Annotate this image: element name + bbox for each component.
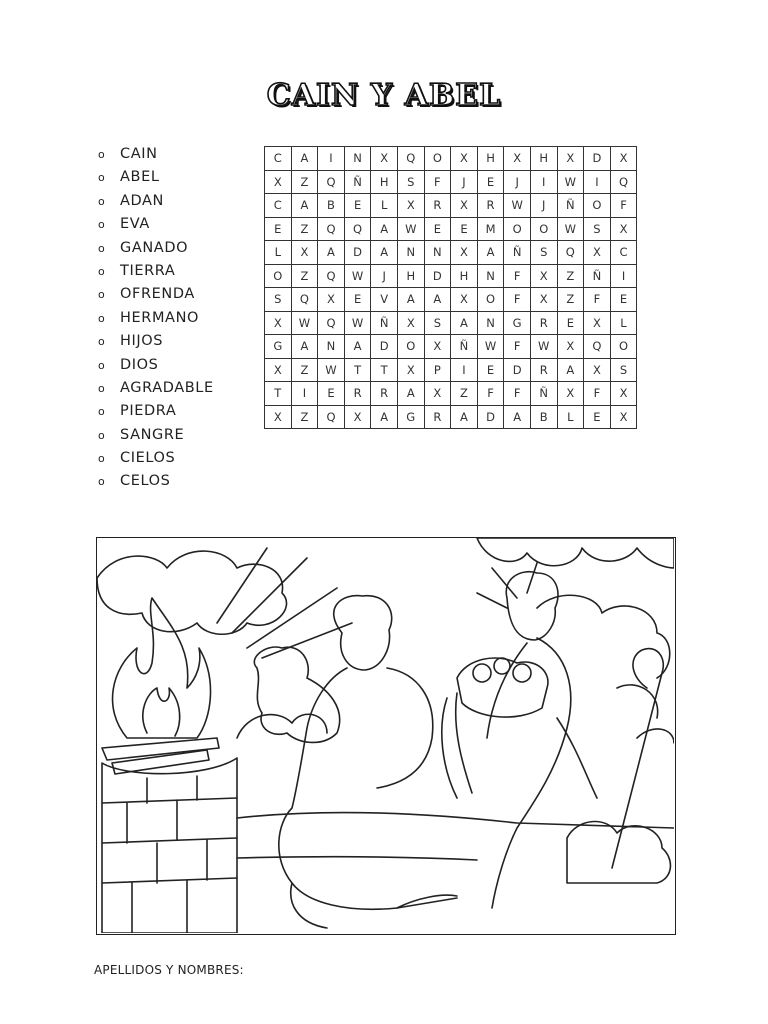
grid-cell: F (504, 382, 531, 406)
grid-cell: Ñ (344, 170, 371, 194)
grid-cell: F (504, 288, 531, 312)
word-list-item (98, 213, 214, 236)
grid-cell: W (504, 194, 531, 218)
grid-cell: L (610, 311, 637, 335)
grid-cell: O (504, 217, 531, 241)
word-list-item (98, 143, 214, 166)
word-label: AGRADABLE (120, 379, 214, 396)
grid-cell: E (610, 288, 637, 312)
grid-cell: Ñ (371, 311, 398, 335)
grid-cell: X (610, 405, 637, 429)
grid-cell: Ñ (584, 264, 611, 288)
bullet-marker: o (98, 428, 106, 442)
grid-cell: J (371, 264, 398, 288)
fire-drawing (113, 598, 211, 738)
grid-cell: X (424, 335, 451, 359)
grid-cell: Q (291, 288, 318, 312)
grid-cell: H (371, 170, 398, 194)
grid-cell: X (451, 288, 478, 312)
grid-cell: F (504, 335, 531, 359)
grid-cell: X (530, 288, 557, 312)
bullet-marker: o (98, 335, 106, 349)
word-search-grid (264, 146, 637, 429)
grid-cell: E (318, 382, 345, 406)
grid-cell: X (371, 147, 398, 171)
grid-row (265, 194, 637, 218)
grid-cell: Z (291, 358, 318, 382)
grid-cell: N (397, 241, 424, 265)
grid-cell: W (318, 358, 345, 382)
grid-cell: X (265, 358, 292, 382)
word-list-item (98, 237, 214, 260)
grid-cell: R (530, 311, 557, 335)
fruit-basket-drawing (457, 658, 548, 717)
grid-cell: H (477, 147, 504, 171)
word-list-item (98, 354, 214, 377)
grid-cell: B (530, 405, 557, 429)
grid-row (265, 241, 637, 265)
grid-cell: T (265, 382, 292, 406)
grid-cell: X (291, 241, 318, 265)
grid-cell: A (291, 147, 318, 171)
grid-row (265, 170, 637, 194)
name-field-label: APELLIDOS Y NOMBRES: (94, 963, 244, 977)
word-label: DIOS (120, 356, 159, 373)
grid-cell: O (424, 147, 451, 171)
grid-cell: X (610, 147, 637, 171)
grid-cell: Q (318, 405, 345, 429)
word-list-item (98, 447, 214, 470)
grid-cell: Z (291, 264, 318, 288)
grid-cell: S (424, 311, 451, 335)
grid-cell: W (557, 170, 584, 194)
grid-cell: Q (318, 170, 345, 194)
grid-cell: J (451, 170, 478, 194)
grid-cell: C (610, 241, 637, 265)
grid-cell: A (477, 241, 504, 265)
grid-row (265, 264, 637, 288)
grid-cell: E (344, 288, 371, 312)
grid-cell: W (397, 217, 424, 241)
grid-cell: Q (584, 335, 611, 359)
grid-cell: F (504, 264, 531, 288)
grid-cell: Z (291, 405, 318, 429)
word-list-item (98, 424, 214, 447)
grid-cell: E (584, 405, 611, 429)
grid-cell: Z (451, 382, 478, 406)
word-label: OFRENDA (120, 286, 195, 303)
grid-cell: H (397, 264, 424, 288)
grid-cell: W (291, 311, 318, 335)
grid-cell: V (371, 288, 398, 312)
bullet-marker: o (98, 381, 106, 395)
grid-row (265, 405, 637, 429)
grid-cell: E (424, 217, 451, 241)
grid-cell: I (318, 147, 345, 171)
grid-row (265, 335, 637, 359)
grid-cell: X (610, 382, 637, 406)
grid-cell: S (397, 170, 424, 194)
grid-cell: Z (291, 217, 318, 241)
bullet-marker: o (98, 475, 106, 489)
grid-cell: T (371, 358, 398, 382)
standing-man-drawing (487, 572, 597, 908)
bullet-marker: o (98, 288, 106, 302)
grid-cell: H (530, 147, 557, 171)
grid-cell: R (424, 405, 451, 429)
grid-cell: E (451, 217, 478, 241)
grid-cell: X (424, 382, 451, 406)
grid-cell: W (344, 264, 371, 288)
word-label: CAIN (120, 146, 158, 162)
grid-cell: N (477, 311, 504, 335)
bullet-marker: o (98, 148, 106, 161)
grid-cell: E (477, 358, 504, 382)
grid-cell: Ñ (557, 194, 584, 218)
grid-cell: E (265, 217, 292, 241)
word-label: SANGRE (120, 426, 185, 443)
word-label: PIEDRA (120, 403, 177, 420)
grid-cell: E (477, 170, 504, 194)
grid-cell: C (265, 194, 292, 218)
grid-cell: F (584, 288, 611, 312)
grid-cell: Z (557, 264, 584, 288)
grid-cell: Q (318, 264, 345, 288)
grid-cell: X (451, 194, 478, 218)
grid-cell: L (371, 194, 398, 218)
grid-cell: L (265, 241, 292, 265)
grid-cell: W (477, 335, 504, 359)
grid-cell: I (610, 264, 637, 288)
bullet-marker: o (98, 194, 106, 208)
word-list-item (98, 377, 214, 400)
grid-cell: E (344, 194, 371, 218)
grid-cell: N (477, 264, 504, 288)
word-list-item (98, 260, 214, 283)
grid-cell: X (584, 241, 611, 265)
grid-cell: X (451, 147, 478, 171)
grid-cell: Q (610, 170, 637, 194)
grid-cell: X (318, 288, 345, 312)
grid-cell: I (291, 382, 318, 406)
grid-cell: X (530, 264, 557, 288)
kneeling-man-drawing (279, 596, 457, 928)
grid-cell: X (584, 311, 611, 335)
grid-cell: C (265, 147, 292, 171)
grid-cell: N (318, 335, 345, 359)
grid-cell: J (504, 170, 531, 194)
grid-cell: Ñ (530, 382, 557, 406)
grid-cell: T (344, 358, 371, 382)
page-title: CAIN Y ABEL (266, 78, 502, 113)
grid-cell: X (397, 358, 424, 382)
grid-cell: D (344, 241, 371, 265)
word-label: ADAN (120, 192, 164, 209)
word-label: EVA (120, 216, 150, 233)
grid-cell: A (291, 335, 318, 359)
grid-cell: A (318, 241, 345, 265)
grid-cell: X (557, 335, 584, 359)
grid-cell: Ñ (451, 335, 478, 359)
grid-cell: A (371, 405, 398, 429)
grid-cell: A (371, 217, 398, 241)
grid-cell: D (424, 264, 451, 288)
coloring-illustration (96, 537, 676, 935)
grid-cell: Q (318, 311, 345, 335)
grid-cell: X (265, 405, 292, 429)
grid-cell: A (504, 405, 531, 429)
word-list-item (98, 307, 214, 330)
word-label: TIERRA (120, 262, 176, 279)
grid-cell: P (424, 358, 451, 382)
grid-cell: F (477, 382, 504, 406)
grid-cell: Q (397, 147, 424, 171)
grid-cell: O (265, 264, 292, 288)
grid-cell: R (424, 194, 451, 218)
grid-cell: Z (291, 170, 318, 194)
grid-cell: G (504, 311, 531, 335)
grid-cell: R (371, 382, 398, 406)
grid-cell: R (530, 358, 557, 382)
grid-cell: X (557, 147, 584, 171)
grid-cell: S (584, 217, 611, 241)
grid-row (265, 147, 637, 171)
grid-cell: O (610, 335, 637, 359)
grid-cell: A (451, 405, 478, 429)
grid-cell: W (557, 217, 584, 241)
grid-cell: R (477, 194, 504, 218)
grid-cell: D (504, 358, 531, 382)
word-label: CELOS (120, 473, 171, 490)
grid-cell: L (557, 405, 584, 429)
grid-cell: A (291, 194, 318, 218)
grid-row (265, 382, 637, 406)
grid-row (265, 311, 637, 335)
bullet-marker: o (98, 358, 106, 372)
word-list-item (98, 190, 214, 213)
grid-cell: M (477, 217, 504, 241)
bullet-marker: o (98, 452, 106, 466)
grid-cell: I (530, 170, 557, 194)
grid-cell: O (397, 335, 424, 359)
grid-cell: D (584, 147, 611, 171)
grid-cell: O (477, 288, 504, 312)
word-label: GANADO (120, 239, 189, 256)
bullet-marker: o (98, 171, 106, 185)
grid-cell: X (504, 147, 531, 171)
grid-cell: A (397, 288, 424, 312)
grid-cell: X (344, 405, 371, 429)
bullet-marker: o (98, 241, 106, 255)
cloud-right-drawing (477, 538, 674, 568)
grid-cell: A (424, 288, 451, 312)
grid-cell: D (371, 335, 398, 359)
grid-cell: Z (557, 288, 584, 312)
light-rays-drawing (217, 548, 537, 658)
grid-cell: W (530, 335, 557, 359)
grid-cell: E (557, 311, 584, 335)
grid-cell: X (584, 358, 611, 382)
grid-row (265, 358, 637, 382)
grid-cell: I (451, 358, 478, 382)
grid-cell: X (451, 241, 478, 265)
word-list-item (98, 166, 214, 189)
grid-cell: A (557, 358, 584, 382)
cloud-left-drawing (97, 551, 287, 634)
grid-cell: X (610, 217, 637, 241)
word-list-item (98, 283, 214, 306)
grid-cell: X (397, 311, 424, 335)
grid-cell: X (265, 311, 292, 335)
grid-cell: H (451, 264, 478, 288)
word-list-item (98, 330, 214, 353)
grid-row (265, 217, 637, 241)
word-label: ABEL (120, 169, 160, 186)
word-list (98, 143, 214, 494)
grid-cell: O (530, 217, 557, 241)
grid-cell: S (530, 241, 557, 265)
grid-cell: N (424, 241, 451, 265)
grid-cell: S (610, 358, 637, 382)
grid-cell: G (397, 405, 424, 429)
word-list-item (98, 470, 214, 493)
grid-cell: Q (557, 241, 584, 265)
bullet-marker: o (98, 311, 106, 325)
grid-cell: F (424, 170, 451, 194)
grid-cell: A (451, 311, 478, 335)
grid-cell: X (557, 382, 584, 406)
grid-cell: X (397, 194, 424, 218)
word-label: HIJOS (120, 333, 164, 350)
grid-cell: A (344, 335, 371, 359)
grid-cell: A (371, 241, 398, 265)
grid-cell: N (344, 147, 371, 171)
bullet-marker: o (98, 264, 106, 278)
grid-cell: F (610, 194, 637, 218)
grid-cell: G (265, 335, 292, 359)
word-label: HERMANO (120, 309, 200, 326)
bullet-marker: o (98, 218, 106, 232)
grid-cell: Q (318, 217, 345, 241)
grid-cell: J (530, 194, 557, 218)
grid-cell: D (477, 405, 504, 429)
bullet-marker: o (98, 405, 106, 419)
word-list-item (98, 400, 214, 423)
stone-altar-drawing (102, 758, 237, 933)
grid-cell: F (584, 382, 611, 406)
grid-cell: Ñ (504, 241, 531, 265)
grid-cell: W (344, 311, 371, 335)
grid-cell: Q (344, 217, 371, 241)
grid-cell: I (584, 170, 611, 194)
grid-cell: A (397, 382, 424, 406)
grid-row (265, 288, 637, 312)
grid-cell: X (265, 170, 292, 194)
grid-cell: O (584, 194, 611, 218)
grid-cell: B (318, 194, 345, 218)
word-label: CIELOS (120, 450, 176, 467)
grid-cell: R (344, 382, 371, 406)
shepherd-staff-drawing (612, 649, 663, 868)
grid-cell: S (265, 288, 292, 312)
